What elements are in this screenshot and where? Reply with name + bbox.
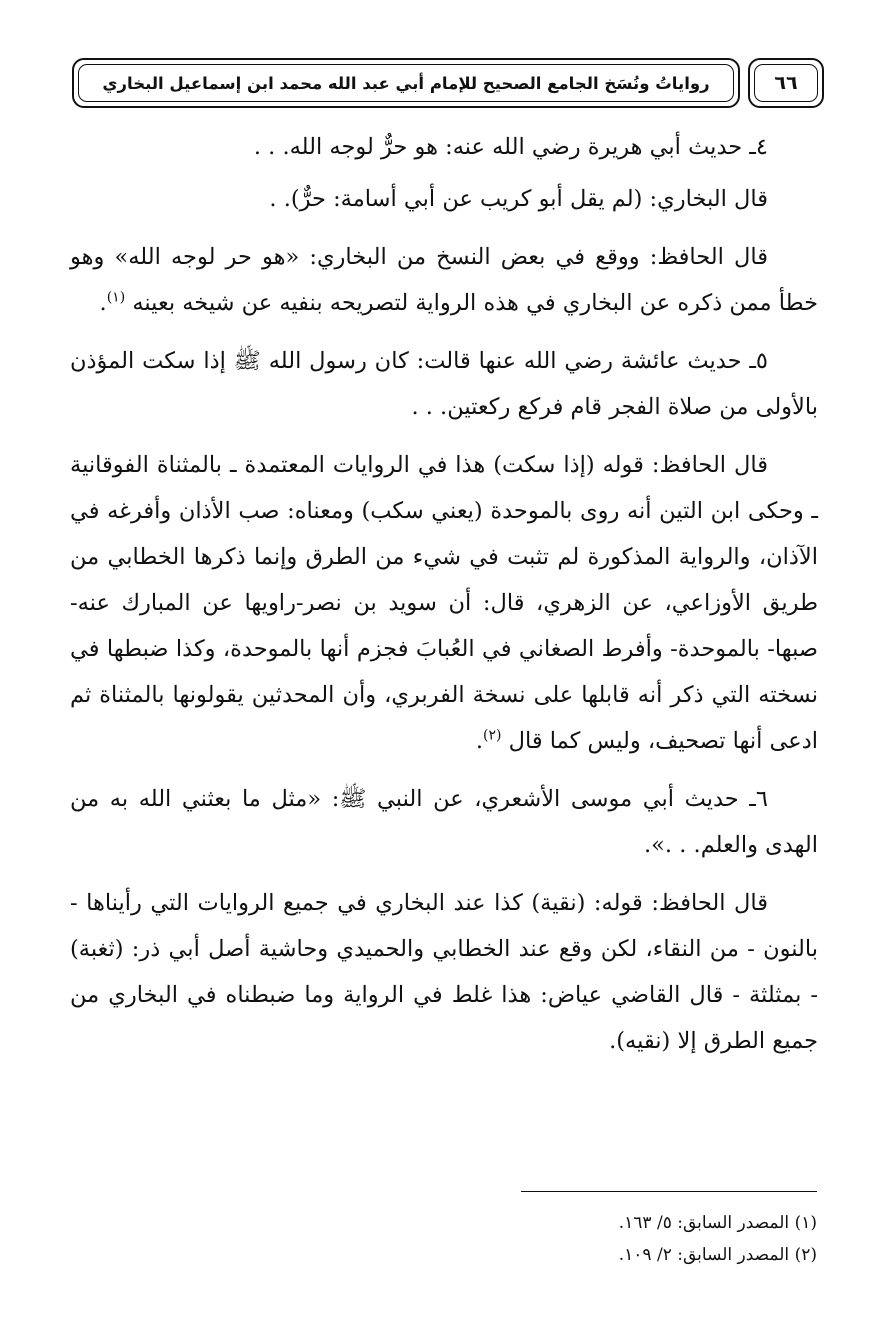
- paragraph-text: ٦ـ حديث أبي موسى الأشعري، عن النبي ﷺ: «مثل ما بعثني الله به من الهدى والعلم. . .».: [70, 786, 818, 858]
- page-number-frame: [748, 58, 824, 108]
- running-title-frame: [72, 58, 740, 108]
- paragraph-text: قال الحافظ: قوله (إذا سكت) هذا في الروايات المعتمدة ـ بالمثناة الفوقانية ـ وحكى ابن التين أنه روى بالموحدة (يعني سكب) ومعناه: صب الأذان وأفرغه في الآذان، والرواية المذكورة لم تثبت في شيء من الطرق وإنما ذكرها الخطابي من طريق الأوزاعي، عن الزهري، قال: أن سويد بن نصر-راويها عن المبارك عنه-صبها- بالموحدة- وأفرط الصغاني في العُبابَ فجزم أنها بالموحدة، وكذا ضبطها في نسخته التي ذكر أنه قابلها على نسخة الفربري، وأن المحدثين يقولونها بالمثناة ثم ادعى أنها تصحيف، وليس كما قال: [70, 452, 819, 754]
- footnote-text: المصدر السابق: ٢/ ١٠٩.: [618, 1245, 790, 1265]
- paragraph-text: ٥ـ حديث عائشة رضي الله عنها قالت: كان رسول الله ﷺ إذا سكت المؤذن بالأولى من صلاة الفجر قام فركع ركعتين. . .: [70, 348, 818, 420]
- footnote-marker: (١): [794, 1213, 817, 1233]
- paragraph-text: ٤ـ حديث أبي هريرة رضي الله عنه: هو حرٌّ لوجه الله. . .: [253, 134, 768, 160]
- footnotes: [417, 1207, 817, 1271]
- footnote-text: المصدر السابق: ٥/ ١٦٣.: [618, 1213, 790, 1233]
- page-header: [72, 58, 824, 108]
- footnote-1: [417, 1207, 817, 1239]
- paragraph-hafiz-comment-1: [70, 234, 818, 326]
- paragraph-hadith-5: [70, 338, 818, 430]
- main-text: [70, 124, 818, 1076]
- footnote-divider: [521, 1191, 817, 1192]
- running-title: رواياتُ ونُسَخ الجامع الصحيح للإمام أبي عبد الله محمد ابن إسماعيل البخاري: [102, 73, 710, 93]
- paragraph-hadith-6: [70, 776, 818, 868]
- paragraph-tail: .: [99, 290, 107, 316]
- paragraph-tail: .: [475, 728, 484, 754]
- paragraph-bukhari-comment: [70, 176, 818, 222]
- footnote-ref: (٢): [483, 727, 502, 744]
- paragraph-hafiz-comment-2: [70, 442, 818, 764]
- paragraph-text: قال الحافظ: ووقع في بعض النسخ من البخاري: «هو حر لوجه الله» وهو خطأ ممن ذكره عن البخاري في هذه الرواية لتصريحه بنفيه عن شيخه بعينه: [70, 244, 818, 316]
- footnote-2: [417, 1239, 817, 1271]
- paragraph-hafiz-comment-3: [70, 880, 818, 1064]
- footnote-ref: (١): [106, 289, 126, 306]
- page-number: ٦٦: [774, 72, 798, 94]
- paragraph-text: قال البخاري: (لم يقل أبو كريب عن أبي أسامة: حرٌّ). .: [269, 186, 768, 212]
- paragraph-hadith-4: [70, 124, 818, 170]
- footnote-marker: (٢): [794, 1245, 817, 1265]
- paragraph-text: قال الحافظ: قوله: (نقية) كذا عند البخاري في جميع الروايات التي رأيناها - بالنون - من النقاء، لكن وقع عند الخطابي والحميدي وحاشية أصل أبي ذر: (ثغبة) - بمثلثة - قال القاضي عياض: هذا غلط في الرواية وما ضبطناه في البخاري من جميع الطرق إلا (نقيه).: [70, 890, 818, 1054]
